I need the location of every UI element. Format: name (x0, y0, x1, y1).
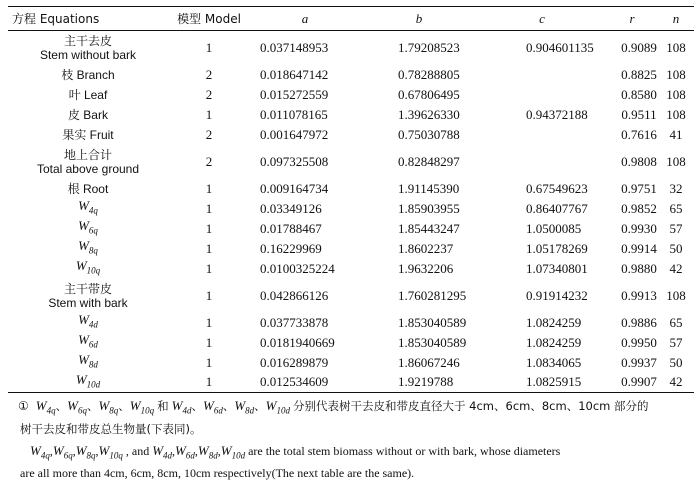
footnote-variable: $W_{4q}$ (30, 442, 50, 461)
cell-n: 108 (666, 86, 686, 102)
cell-equation (8, 279, 168, 313)
label-zh: 地上合计 (63, 147, 112, 162)
cell-b: 1.853040589 (398, 314, 467, 330)
cell-r: 0.9914 (621, 240, 657, 256)
cell-n: 42 (669, 260, 683, 276)
label-zh: 主干带皮 (63, 281, 112, 296)
cell-c (478, 125, 606, 145)
header-c: c (478, 7, 606, 31)
header-a: a (250, 7, 360, 31)
variable-label: $W_{4q}$ (78, 198, 98, 216)
label-en: Fruit (89, 127, 114, 142)
cell-c: 0.904601135 (526, 39, 594, 55)
cell-model: 1 (205, 200, 213, 216)
cell-equation (8, 219, 168, 239)
cell-c: 1.0500085 (526, 220, 582, 236)
cell-b: 1.9632206 (398, 260, 454, 276)
label-en: Stem without bark (39, 47, 137, 62)
cell-c: 1.0825915 (478, 373, 606, 393)
variable-label: $W_{10q}$ (75, 258, 101, 276)
footnote-separator: 、 (254, 399, 266, 413)
cell-r: 0.9089 (621, 39, 657, 55)
cell-n: 57 (669, 220, 683, 236)
cell-a: 0.097325508 (260, 153, 329, 169)
cell-a: 0.011078165 (260, 106, 328, 122)
cell-r: 0.9880 (621, 260, 657, 276)
cell-a: 0.037148953 (260, 39, 329, 55)
cell-r: 0.9808 (621, 153, 657, 169)
footnote-variable: $W_{10q}$ (98, 442, 123, 461)
table-row (8, 85, 694, 105)
label-zh: 果实 (62, 127, 87, 142)
label-zh: 根 (67, 181, 80, 196)
footnote-variable: $W_{10q}$ (129, 398, 155, 416)
footnote-variable: $W_{6d}$ (175, 442, 195, 461)
footnote-variable: $W_{4d}$ (152, 442, 173, 461)
cell-n: 65 (669, 314, 683, 330)
cell-r: 0.9886 (621, 314, 657, 330)
cell-equation (8, 313, 168, 333)
table-row (8, 199, 694, 219)
footnote-variable: $W_{6q}$ (52, 442, 73, 461)
cell-a: 0.0100325224 (260, 260, 335, 276)
footnote-variable: $W_{8d}$ (234, 398, 255, 416)
cell-b: 1.91145390 (398, 180, 460, 196)
cell-c (478, 145, 606, 179)
cell-model: 1 (205, 354, 213, 370)
label-zh: 枝 (61, 67, 74, 82)
cell-a: 0.009164734 (260, 180, 329, 196)
cell-n: 108 (666, 66, 686, 82)
cell-n: 41 (669, 126, 683, 142)
footnote-variable: $W_{6d}$ (202, 398, 223, 416)
cell-b: 1.9219788 (360, 373, 478, 393)
cell-r: 0.9511 (621, 106, 657, 122)
footnote-en-text-2: are all more than 4cm, 6cm, 8cm, 10cm respectively(The next table are the same). (20, 466, 415, 481)
cell-model: 1 (205, 260, 213, 276)
footnote-cn-line-1 (18, 397, 690, 420)
cell-equation (8, 199, 168, 219)
label-en: Bark (83, 107, 108, 122)
cell-c (478, 65, 606, 85)
table-row (8, 105, 694, 125)
footnote-separator: 和 (157, 399, 169, 413)
label-en: Total above ground (36, 161, 140, 176)
cell-b: 1.760281295 (398, 287, 467, 303)
cell-n: 108 (666, 106, 686, 122)
header-r: r (606, 7, 658, 31)
footnote (18, 397, 690, 482)
cell-equation (8, 373, 168, 393)
cell-model: 1 (168, 373, 250, 393)
table-row (8, 145, 694, 179)
cell-r: 0.9852 (621, 200, 657, 216)
cell-r: 0.9930 (621, 220, 657, 236)
cell-r: 0.7616 (621, 126, 657, 142)
cell-b: 1.79208523 (398, 39, 460, 55)
cell-c: 0.86407767 (526, 200, 588, 216)
cell-r: 0.9751 (621, 180, 657, 196)
table-row (8, 353, 694, 373)
table-row (8, 333, 694, 353)
footnote-cn-text-2: 树干去皮和带皮总生物量(下表同)。 (20, 421, 202, 436)
footnote-cn-text-1: 分别代表树干去皮和带皮直径大于 4cm、6cm、8cm、10cm 部分的 (293, 399, 649, 413)
variable-label: $W_{8q}$ (78, 238, 98, 256)
label-zh: 叶 (68, 87, 81, 102)
footnote-en-text-1: are the total stem biomass without or with bark, whose diameters (248, 443, 561, 458)
footnote-marker: ① (18, 399, 29, 413)
cell-a: 0.016289879 (260, 354, 329, 370)
cell-equation (8, 353, 168, 373)
cell-a: 0.03349126 (260, 200, 322, 216)
cell-model: 1 (205, 287, 213, 303)
variable-label: $W_{8d}$ (78, 352, 98, 370)
cell-b: 1.39626330 (398, 106, 460, 122)
cell-a: 0.042866126 (260, 287, 329, 303)
variable-label: $W_{4d}$ (78, 312, 98, 330)
footnote-separator: 、 (55, 399, 68, 413)
footnote-separator: , (172, 443, 176, 458)
cell-r: 0.9913 (621, 287, 657, 303)
footnote-variable: $W_{8q}$ (75, 442, 96, 461)
table (8, 6, 694, 393)
cell-c: 1.0824259 (526, 334, 582, 350)
cell-model: 1 (205, 314, 213, 330)
footnote-separator: , (217, 443, 221, 458)
cell-r: 0.8825 (621, 66, 657, 82)
cell-a: 0.0181940669 (260, 334, 335, 350)
table-row (8, 239, 694, 259)
label-zh: 皮 (68, 107, 81, 122)
footnote-separator: , (72, 443, 76, 458)
cell-b: 0.82848297 (398, 153, 460, 169)
cell-n: 65 (669, 200, 683, 216)
cell-b: 1.85903955 (398, 200, 460, 216)
table-row (8, 31, 694, 65)
variable-label: $W_{6d}$ (78, 332, 98, 350)
cell-b: 1.85443247 (398, 220, 460, 236)
cell-c: 1.05178269 (526, 240, 588, 256)
table-row (8, 65, 694, 85)
footnote-separator: , (194, 443, 198, 458)
footnote-variable: $W_{8d}$ (197, 442, 218, 461)
table-row (8, 179, 694, 199)
table-row (8, 219, 694, 239)
cell-n: 32 (669, 180, 683, 196)
cell-model: 1 (205, 180, 213, 196)
cell-a: 0.01788467 (260, 220, 322, 236)
header-row (8, 7, 694, 31)
footnote-cn-line-2 (18, 420, 690, 438)
cell-a: 0.001647972 (260, 126, 329, 142)
cell-n: 108 (666, 153, 686, 169)
cell-equation (8, 259, 168, 279)
cell-model: 2 (205, 86, 213, 102)
footnote-separator: , (49, 443, 53, 458)
biomass-equation-table (8, 6, 694, 393)
cell-b: 0.67806495 (398, 86, 460, 102)
cell-model: 1 (205, 334, 213, 350)
table-row (8, 313, 694, 333)
cell-equation (8, 105, 168, 125)
cell-a: 0.037733878 (260, 314, 329, 330)
cell-equation (8, 145, 168, 179)
header-b: b (360, 7, 478, 31)
cell-model: 2 (205, 66, 213, 82)
label-en: Leaf (83, 87, 108, 102)
cell-equation (8, 31, 168, 65)
footnote-separator: 、 (86, 399, 99, 413)
cell-model: 2 (205, 153, 213, 169)
footnote-variable: $W_{6q}$ (67, 398, 87, 416)
header-equations: 方程 Equations (8, 7, 168, 31)
cell-c: 0.67549623 (526, 180, 588, 196)
cell-model: 1 (205, 220, 213, 236)
cell-equation (8, 125, 168, 145)
cell-a: 0.012534609 (250, 373, 360, 393)
footnote-variable: $W_{10d}$ (265, 398, 291, 416)
cell-c: 1.07340801 (526, 260, 588, 276)
table-row (8, 259, 694, 279)
label-en: Branch (76, 67, 115, 82)
cell-r: 0.9907 (606, 373, 658, 393)
cell-n: 57 (669, 334, 683, 350)
footnote-en-variables (30, 442, 248, 461)
cell-b: 1.86067246 (398, 354, 460, 370)
footnote-separator: , (95, 443, 99, 458)
cell-r: 0.9950 (621, 334, 657, 350)
footnote-variable: $W_{4d}$ (171, 398, 192, 416)
cell-n: 42 (658, 373, 694, 393)
footnote-separator: 、 (118, 399, 130, 413)
cell-b: 1.8602237 (398, 240, 454, 256)
footnote-en-line-1 (18, 442, 690, 465)
cell-model: 1 (205, 240, 213, 256)
footnote-variable: $W_{4q}$ (35, 398, 56, 416)
cell-equation (8, 65, 168, 85)
cell-r: 0.9937 (621, 354, 657, 370)
label-en: Stem with bark (48, 295, 128, 310)
footnote-separator: 、 (191, 399, 203, 413)
table-row (8, 373, 694, 393)
cell-model: 1 (205, 106, 213, 122)
cell-c: 0.94372188 (526, 106, 588, 122)
header-model: 模型 Model (168, 7, 250, 31)
cell-a: 0.015272559 (260, 86, 329, 102)
footnote-en-line-2 (18, 464, 690, 482)
cell-c: 1.0824259 (526, 314, 582, 330)
table-body (8, 31, 694, 393)
footnote-separator: 、 (222, 399, 235, 413)
cell-b: 0.78288805 (398, 66, 460, 82)
footnote-separator: , and (125, 443, 150, 458)
table-row (8, 125, 694, 145)
cell-c (478, 85, 606, 105)
cell-n: 50 (669, 354, 683, 370)
header-n: n (658, 7, 694, 31)
cell-c: 1.0834065 (526, 354, 582, 370)
cell-n: 108 (666, 39, 686, 55)
cell-equation (8, 85, 168, 105)
footnote-cn-variables (35, 398, 293, 416)
cell-equation (8, 333, 168, 353)
cell-model: 2 (205, 126, 213, 142)
cell-n: 50 (669, 240, 683, 256)
cell-c: 0.91914232 (526, 287, 588, 303)
footnote-variable: $W_{10d}$ (220, 442, 246, 461)
cell-r: 0.8580 (621, 86, 657, 102)
cell-model: 1 (205, 39, 213, 55)
cell-b: 0.75030788 (398, 126, 460, 142)
label-zh: 主干去皮 (63, 33, 112, 48)
variable-label: $W_{6q}$ (78, 218, 98, 236)
cell-b: 1.853040589 (398, 334, 467, 350)
cell-a: 0.16229969 (260, 240, 322, 256)
table-row (8, 279, 694, 313)
label-en: Root (82, 181, 109, 196)
cell-n: 108 (666, 287, 686, 303)
cell-equation (8, 179, 168, 199)
cell-a: 0.018647142 (260, 66, 329, 82)
footnote-variable: $W_{8q}$ (98, 398, 119, 416)
cell-equation (8, 239, 168, 259)
variable-label: $W_{10d}$ (75, 371, 101, 390)
